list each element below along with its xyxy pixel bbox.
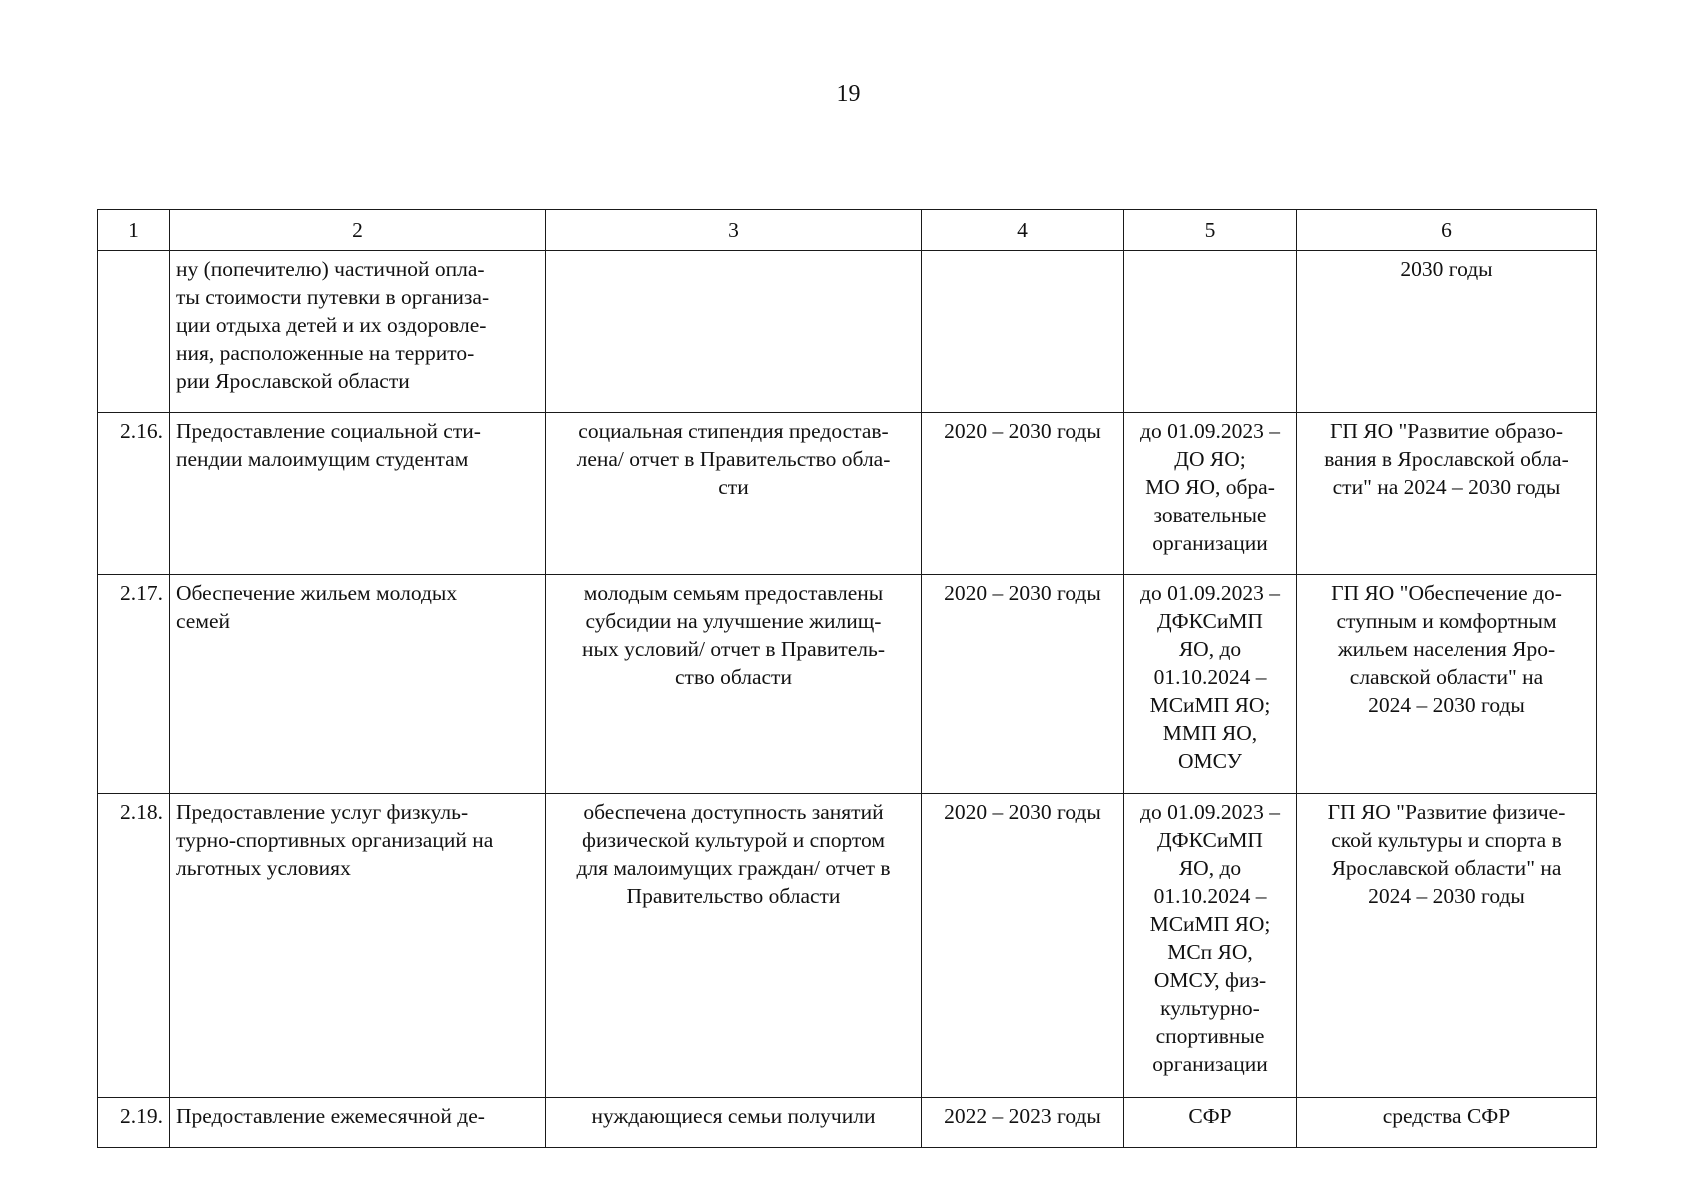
cell-text-line: ство области <box>675 665 792 689</box>
result-cell <box>546 794 922 1098</box>
cell-text-line: ных условий/ отчет в Правитель- <box>582 637 885 661</box>
cell-text-line: спортивные <box>1155 1024 1265 1048</box>
cell-text-line: для малоимущих граждан/ отчет в <box>576 856 891 880</box>
cell-text-line: до 01.09.2023 – <box>1140 419 1280 443</box>
cell-text-line: ГП ЯО "Развитие образо- <box>1329 419 1564 443</box>
page-number: 19 <box>836 81 861 107</box>
cell-text-line: до 01.09.2023 – <box>1140 800 1280 824</box>
column-header: 3 <box>546 210 922 251</box>
executor-cell <box>1124 794 1297 1098</box>
cell-text-line: сти" на 2024 – 2030 годы <box>1332 475 1561 499</box>
result-cell <box>546 413 922 575</box>
cell-text: 2.18. <box>120 800 163 824</box>
result-cell <box>546 1098 922 1148</box>
cell-text-line: МСиМП ЯО; <box>1149 693 1271 717</box>
cell-text-line: нуждающиеся семьи получили <box>591 1104 876 1128</box>
cell-text-line: обеспечена доступность занятий <box>583 800 884 824</box>
cell-text-line: средства СФР <box>1382 1104 1511 1128</box>
cell-text-line: рии Ярославской области <box>176 369 410 393</box>
measure-cell <box>170 251 546 413</box>
cell-text: 2.17. <box>120 581 163 605</box>
cell-text-line: МО ЯО, обра- <box>1145 475 1275 499</box>
cell-text-line: 01.10.2024 – <box>1153 884 1267 908</box>
cell-text-line: до 01.09.2023 – <box>1140 581 1280 605</box>
cell-text-line: субсидии на улучшение жилищ- <box>585 609 882 633</box>
measure-cell <box>170 413 546 575</box>
cell-text-line: сти <box>718 475 749 499</box>
cell-text: 2.16. <box>120 419 163 443</box>
table-row <box>98 413 1597 575</box>
cell-text-line: ОМСУ, физ- <box>1153 968 1267 992</box>
result-cell <box>546 251 922 413</box>
cell-text-line: семей <box>176 609 231 633</box>
measure-cell <box>170 575 546 794</box>
measure-cell <box>170 794 546 1098</box>
cell-text: 2022 – 2023 годы <box>944 1104 1101 1128</box>
column-header: 5 <box>1124 210 1297 251</box>
funding-source-cell <box>1297 794 1597 1098</box>
cell-text-line: Ярославской области" на <box>1331 856 1562 880</box>
cell-text-line: турно-спортивных организаций на <box>176 828 494 852</box>
cell-text-line: ММП ЯО, <box>1162 721 1258 745</box>
cell-text-line: МСп ЯО, <box>1167 940 1253 964</box>
funding-source-cell <box>1297 575 1597 794</box>
period-cell <box>922 413 1124 575</box>
cell-text-line: молодым семьям предоставлены <box>583 581 884 605</box>
cell-text-line: ния, расположенные на террито- <box>176 341 475 365</box>
cell-text-line: культурно- <box>1160 996 1260 1020</box>
row-number-cell <box>98 794 170 1098</box>
cell-text-line: 2024 – 2030 годы <box>1368 693 1525 717</box>
cell-text-line: льготных условиях <box>176 856 351 880</box>
cell-text-line: Предоставление услуг физкуль- <box>176 800 469 824</box>
cell-text: 2020 – 2030 годы <box>944 581 1101 605</box>
cell-text-line: зовательные <box>1153 503 1267 527</box>
table-header-row <box>98 210 1597 251</box>
row-number-cell <box>98 575 170 794</box>
period-cell <box>922 794 1124 1098</box>
cell-text-line: ДФКСиМП <box>1157 828 1263 852</box>
column-header: 4 <box>922 210 1124 251</box>
table-row <box>98 251 1597 413</box>
cell-text: 2020 – 2030 годы <box>944 419 1101 443</box>
column-header: 2 <box>170 210 546 251</box>
cell-text-line: Предоставление ежемесячной де- <box>176 1104 485 1128</box>
executor-cell <box>1124 413 1297 575</box>
cell-text-line: физической культурой и спортом <box>582 828 885 852</box>
cell-text-line: 01.10.2024 – <box>1153 665 1267 689</box>
cell-text-line: организации <box>1152 1052 1268 1076</box>
cell-text-line: социальная стипендия предостав- <box>578 419 889 443</box>
period-cell <box>922 575 1124 794</box>
column-header: 6 <box>1297 210 1597 251</box>
cell-text-line: ской культуры и спорта в <box>1331 828 1562 852</box>
cell-text-line: МСиМП ЯО; <box>1149 912 1271 936</box>
cell-text-line: Обеспечение жильем молодых <box>176 581 458 605</box>
cell-text-line: славской области" на <box>1349 665 1544 689</box>
column-header: 1 <box>98 210 170 251</box>
cell-text-line: ДО ЯО; <box>1174 447 1246 471</box>
cell-text-line: ДФКСиМП <box>1157 609 1263 633</box>
cell-text-line: пендии малоимущим студентам <box>176 447 469 471</box>
funding-source-cell <box>1297 251 1597 413</box>
row-number-cell <box>98 251 170 413</box>
cell-text-line: ГП ЯО "Развитие физиче- <box>1327 800 1566 824</box>
funding-source-cell <box>1297 1098 1597 1148</box>
cell-text-line: ты стоимости путевки в организа- <box>176 285 490 309</box>
row-number-cell <box>98 413 170 575</box>
cell-text-line: ции отдыха детей и их оздоровле- <box>176 313 487 337</box>
table-row <box>98 575 1597 794</box>
table-row <box>98 1098 1597 1148</box>
executor-cell <box>1124 1098 1297 1148</box>
cell-text: 2.19. <box>120 1104 163 1128</box>
period-cell <box>922 1098 1124 1148</box>
cell-text-line: ГП ЯО "Обеспечение до- <box>1331 581 1562 605</box>
executor-cell <box>1124 251 1297 413</box>
result-cell <box>546 575 922 794</box>
cell-text-line: ОМСУ <box>1178 749 1242 773</box>
row-number-cell <box>98 1098 170 1148</box>
cell-text-line: ну (попечителю) частичной опла- <box>176 257 485 281</box>
cell-text-line: ступным и комфортным <box>1336 609 1557 633</box>
cell-text-line: 2024 – 2030 годы <box>1368 884 1525 908</box>
table-row <box>98 794 1597 1098</box>
cell-text-line: ЯО, до <box>1178 856 1242 880</box>
funding-source-cell <box>1297 413 1597 575</box>
cell-text: 2020 – 2030 годы <box>944 800 1101 824</box>
executor-cell <box>1124 575 1297 794</box>
period-cell <box>922 251 1124 413</box>
measures-table <box>97 209 1597 1148</box>
measure-cell <box>170 1098 546 1148</box>
cell-text-line: лена/ отчет в Правительство обла- <box>576 447 891 471</box>
cell-text-line: СФР <box>1188 1104 1232 1128</box>
cell-text-line: Правительство области <box>626 884 841 908</box>
cell-text-line: Предоставление социальной сти- <box>176 419 481 443</box>
cell-text-line: организации <box>1152 531 1268 555</box>
cell-text-line: 2030 годы <box>1400 257 1493 281</box>
cell-text-line: жильем населения Яро- <box>1337 637 1556 661</box>
cell-text-line: вания в Ярославской обла- <box>1324 447 1569 471</box>
cell-text-line: ЯО, до <box>1178 637 1242 661</box>
